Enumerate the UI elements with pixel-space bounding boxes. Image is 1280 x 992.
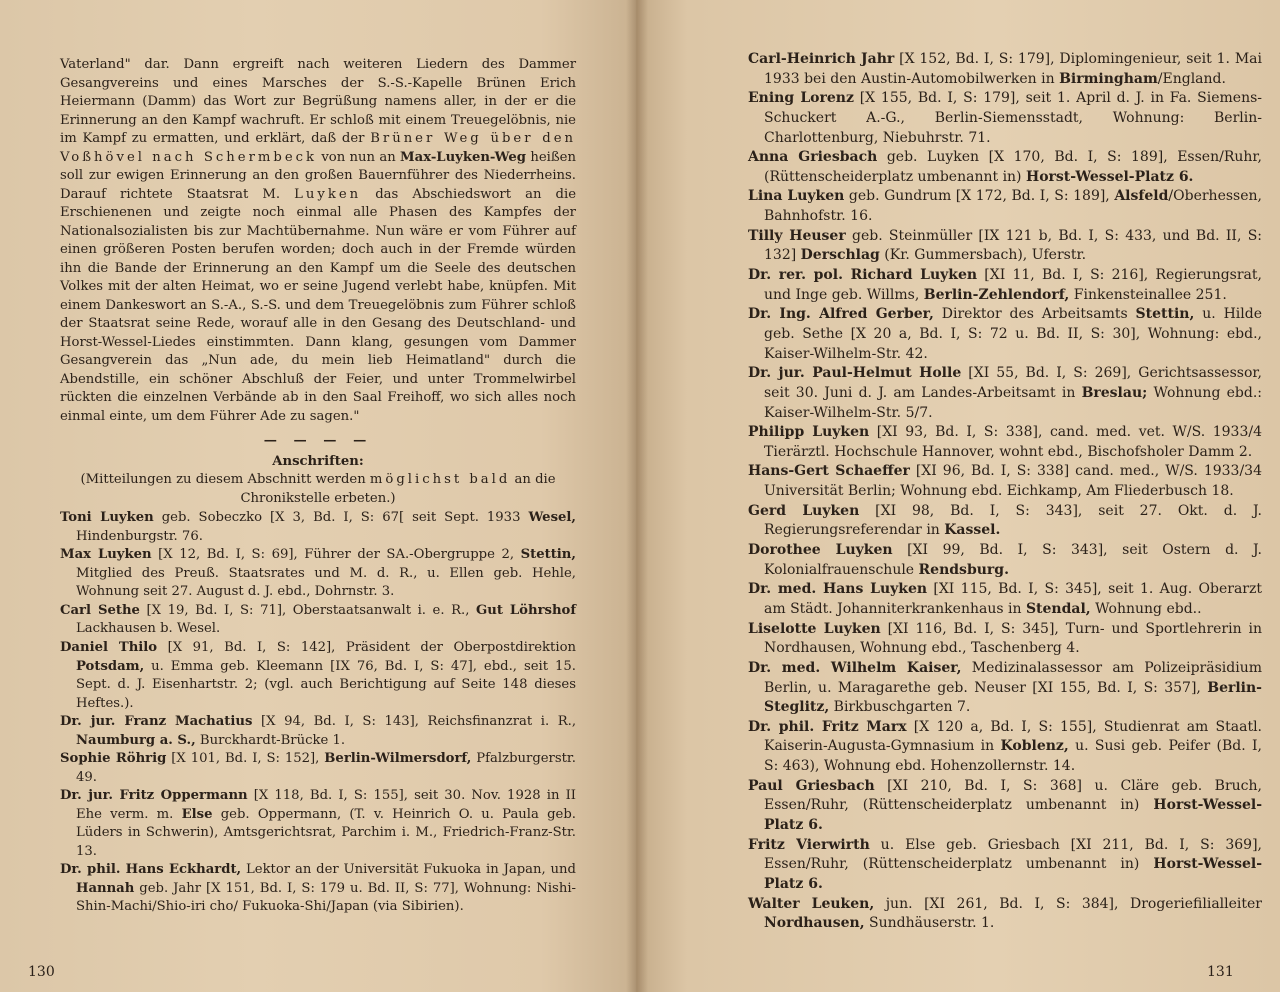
paragraph-part: das Abschiedswort an die Erschienenen und zeigte noch einmal alle Phasen des Kampfes der Nationalsozialisten bis zur Machtübernahme. Nun wäre er vom Führer auf einen größeren Posten berufen worden; doch auch in der Fremde würden ihn die Bande der Erinnerung an den Kampf um die Seele des deutschen Volkes mit der alten Heimat, wo er seine Jugend verlebt habe, knüpfen. Mit einem Dankeswort an S.-A., S.-S. und dem Treuegelöbnis zum Führer schloß der Staatsrat seine Rede, worauf alle in den Gesang des Deutschland- und Horst-Wessel-Liedes einstimmten. Dann klang, gesungen vom Dammer Gesangverein das „Nun ade, du mein lieb Heimatland" durch die Abendstille, ein schöner Abschluß der Feier, und unter Trommelwirbel rückten die einzelnen Verbände ab in den Saal Freihoff, wo sich alles noch einmal einte, um dem Führer Ade zu sagen."	[60, 186, 576, 424]
entry-text: [XI 96, Bd. I, S: 338] cand. med., W/S. 1933/34 Universität Berlin; Wohnung ebd. Eichkamp, Am Fliederbusch 18.	[764, 463, 1262, 500]
book-gutter	[626, 0, 648, 992]
address-entry	[748, 502, 1262, 541]
address-entry	[748, 148, 1262, 187]
address-entry	[748, 266, 1262, 305]
entry-text-2: (Kr. Gummersbach), Uferstr.	[879, 247, 1087, 264]
section-separator: — — — —	[263, 433, 373, 449]
entry-text: [XI 115, Bd. I, S: 345], seit 1. Aug. Oberarzt am Städt. Johanniterkrankenhaus in	[764, 581, 1262, 617]
address-entry	[748, 836, 1262, 895]
address-entry	[748, 364, 1262, 423]
entry-place: Birmingham	[1059, 70, 1158, 87]
entry-name: Dr. jur. Fritz Oppermann	[60, 788, 248, 804]
entry-name: Tilly Heuser	[748, 227, 846, 244]
paragraph-spaced: Brüner Weg über den Voßhövel nach Schermbeck	[60, 131, 576, 165]
entry-name: Dorothee Luyken	[748, 542, 893, 559]
entry-place: Stettin,	[1135, 306, 1195, 323]
entry-text-2: Burckhardt-Brücke 1.	[195, 732, 346, 748]
section-note: (Mitteilungen zu diesem Abschnitt werden möglichst bald an die Chronikstelle erbeten.)	[80, 472, 556, 506]
entry-text-2: Lackhausen b. Wesel.	[76, 621, 221, 637]
address-entry	[748, 541, 1262, 580]
entry-text-2: Hindenburgstr. 76.	[76, 528, 203, 544]
entry-text: [X 152, Bd. I, S: 179], Diplomingenieur, seit 1. Mai 1933 bei den Austin-Automobilwerken in	[764, 51, 1262, 87]
paragraph-bold: Max-Luyken-Weg	[400, 149, 527, 165]
entry-name: Dr. med. Wilhelm Kaiser,	[748, 659, 962, 676]
address-entry	[60, 639, 576, 713]
entry-text: u. Else geb. Griesbach [XI 211, Bd. I, S: 369], Essen/Ruhr, (Rüttenscheiderplatz umbenannt in)	[764, 836, 1262, 873]
entry-place: Derschlag	[800, 247, 880, 264]
address-entry	[748, 50, 1262, 89]
entry-place: Kassel.	[944, 522, 1001, 539]
entry-place: Berlin-Steglitz,	[764, 679, 1262, 716]
page-number-left: 130	[28, 964, 55, 980]
entry-name: Toni Luyken	[60, 510, 154, 526]
closing-paragraph	[60, 56, 576, 426]
left-page-text	[60, 56, 576, 917]
entry-place: Breslau;	[1081, 384, 1148, 401]
entry-text-2: Mitglied des Preuß. Staatsrates und M. d. R., u. Ellen geb. Hehle, Wohnung seit 27. August d. J. ebd., Dohrnstr. 3.	[76, 565, 576, 600]
entry-text: geb. Sobeczko [X 3, Bd. I, S: 67[ seit Sept. 1933	[153, 510, 529, 526]
entry-text-2: geb. Oppermann, (T. v. Heinrich O. u. Paula geb. Lüders in Schwerin), Amtsgerichtsrat, Parchim i. M., Friedrich-Franz-Str. 13.	[76, 806, 576, 859]
address-entry	[60, 509, 576, 546]
address-entry	[748, 895, 1262, 934]
entry-place: Rendsburg.	[918, 561, 1009, 578]
address-list-right	[748, 50, 1262, 934]
entry-name: Carl Sethe	[60, 602, 140, 618]
address-entry	[60, 602, 576, 639]
entry-text-2: u. Emma geb. Kleemann [IX 76, Bd. I, S: 47], ebd., seit 15. Sept. d. J. Eisenhartstr. 2; (vgl. auch Berichtigung auf Seite 148 dieses Heftes.).	[76, 658, 576, 711]
entry-place: Potsdam,	[76, 658, 145, 674]
entry-name: Lina Luyken	[748, 188, 845, 205]
entry-place: Else	[181, 806, 213, 822]
entry-name: Paul Griesbach	[748, 777, 875, 794]
address-entry	[748, 187, 1262, 226]
entry-text-2: u. Susi geb. Peifer (Bd. I, S: 463), Wohnung ebd. Hohenzollernstr. 14.	[764, 738, 1262, 775]
entry-name: Liselotte Luyken	[748, 620, 881, 637]
entry-place: Stendal,	[1025, 600, 1091, 617]
address-entry	[60, 861, 576, 917]
entry-place: Berlin-Wilmersdorf,	[324, 751, 472, 767]
entry-name: Dr. Ing. Alfred Gerber,	[748, 306, 934, 323]
entry-text: [XI 210, Bd. I, S: 368] u. Cläre geb. Bruch, Essen/Ruhr, (Rüttenscheiderplatz umbenannt in)	[764, 777, 1262, 814]
entry-text: [X 94, Bd. I, S: 143], Reichsfinanzrat i. R.,	[252, 714, 577, 730]
entry-name: Sophie Röhrig	[60, 751, 167, 767]
entry-place: Gut Löhrshof	[476, 602, 576, 618]
entry-text-2: Wohnung ebd.: Kaiser-Wilhelm-Str. 5/7.	[764, 384, 1262, 421]
entry-text-2: Wohnung ebd..	[1090, 600, 1202, 617]
entry-name: Carl-Heinrich Jahr	[748, 51, 895, 67]
entry-text: [X 91, Bd. I, S: 142], Präsident der Oberpostdirektion	[157, 639, 576, 655]
entry-place: Berlin-Zehlendorf,	[923, 286, 1070, 303]
entry-name: Walter Leuken,	[748, 895, 875, 912]
entry-text: [X 118, Bd. I, S: 155], seit 30. Nov. 1928 in II Ehe verm. m.	[76, 788, 576, 822]
entry-place: Koblenz,	[1000, 738, 1069, 755]
paragraph-part: Vaterland" dar. Dann ergreift nach weiteren Liedern des Dammer Gesangvereins und eines Marsches der S.-S.-Kapelle Brünen Erich Heiermann (Damm) das Wort zur Begrüßung namens aller, in der er die Erinnerung an den Kampf wachruft. Er schloß mit einem Treuegelöbnis, nie im Kampf zu ermatten, und erklärt, daß der	[60, 57, 576, 147]
entry-place: Alsfeld	[1114, 188, 1169, 205]
entry-text: Direktor des Arbeitsamts	[933, 306, 1136, 323]
entry-text: [XI 55, Bd. I, S: 269], Gerichtsassessor, seit 30. Juni d. J. am Landes-Arbeitsamt in	[764, 365, 1262, 401]
entry-text: [X 19, Bd. I, S: 71], Oberstaatsanwalt i. e. R.,	[139, 602, 476, 618]
entry-name: Anna Griesbach	[748, 149, 878, 166]
entry-name: Fritz Vierwirth	[748, 836, 870, 853]
entry-text: [X 12, Bd. I, S: 69], Führer der SA.-Obergruppe 2,	[151, 547, 521, 563]
entry-place: Stettin,	[520, 547, 576, 563]
entry-text-2: Sundhäuserstr. 1.	[864, 915, 995, 932]
address-entry	[60, 713, 576, 750]
entry-name: Dr. phil. Hans Eckhardt,	[60, 862, 242, 878]
entry-place: Naumburg a. S.,	[76, 732, 196, 748]
entry-text-2: /England.	[1157, 70, 1226, 87]
address-entry	[748, 580, 1262, 619]
entry-name: Philipp Luyken	[748, 424, 870, 441]
entry-text-2: Pfalzburgerstr. 49.	[76, 751, 576, 785]
paragraph-spaced: Luyken	[294, 186, 362, 202]
entry-text: Lektor an der Universität Fukuoka in Japan, und	[241, 862, 576, 878]
entry-place: Nordhausen,	[764, 915, 865, 932]
address-entry	[748, 659, 1262, 718]
address-entry	[748, 89, 1262, 148]
address-entry	[748, 423, 1262, 462]
address-entry	[748, 620, 1262, 659]
entry-name: Daniel Thilo	[60, 639, 158, 655]
entry-text: [XI 99, Bd. I, S: 343], seit Ostern d. J. Kolonialfrauenschule	[764, 542, 1262, 578]
address-entry	[748, 777, 1262, 836]
entry-text: [X 155, Bd. I, S: 179], seit 1. April d. J. in Fa. Siemens-Schuckert A.-G., Berlin-Siemensstadt, Wohnung: Berlin-Charlottenburg, Niebuhrstr. 71.	[764, 90, 1262, 146]
address-entry	[60, 787, 576, 861]
entry-name: Dr. phil. Fritz Marx	[748, 718, 907, 735]
entry-text: [X 120 a, Bd. I, S: 155], Studienrat am Staatl. Kaiserin-Augusta-Gymnasium in	[764, 718, 1262, 755]
left-page	[0, 0, 636, 992]
entry-name: Dr. jur. Franz Machatius	[60, 714, 253, 730]
address-entry	[748, 718, 1262, 777]
entry-name: Max Luyken	[60, 547, 152, 563]
entry-name: Dr. rer. pol. Richard Luyken	[748, 267, 978, 284]
entry-text: [XI 93, Bd. I, S: 338], cand. med. vet. W/S. 1933/4 Tierärztl. Hochschule Hannover, wohnt ebd., Bischofsholer Damm 2.	[764, 424, 1262, 460]
entry-text-2: Finkensteinallee 251.	[1069, 286, 1227, 303]
entry-place: Horst-Wessel-Platz 6.	[764, 797, 1262, 833]
entry-text: geb. Gundrum [X 172, Bd. I, S: 189],	[844, 188, 1115, 205]
entry-name: Gerd Luyken	[748, 502, 860, 519]
entry-name: Dr. jur. Paul-Helmut Holle	[748, 365, 962, 382]
entry-text: jun. [XI 261, Bd. I, S: 384], Drogeriefilialleiter	[874, 895, 1262, 912]
entry-text-2: u. Hilde geb. Sethe [X 20 a, Bd. I, S: 72 u. Bd. II, S: 30], Wohnung: ebd., Kaiser-Wilhelm-Str. 42.	[764, 306, 1262, 362]
entry-place: Wesel,	[528, 510, 576, 526]
entry-text: geb. Steinmüller [IX 121 b, Bd. I, S: 433, und Bd. II, S: 132]	[764, 227, 1262, 264]
entry-name: Dr. med. Hans Luyken	[748, 581, 928, 598]
entry-name: Ening Lorenz	[748, 90, 854, 107]
entry-place: Hannah	[76, 880, 135, 896]
address-entry	[748, 462, 1262, 501]
address-entry	[748, 227, 1262, 266]
page-number-right: 131	[1207, 964, 1234, 980]
entry-text-2: geb. Jahr [X 151, Bd. I, S: 179 u. Bd. II, S: 77], Wohnung: Nishi-Shin-Machi/Shio-iri cho/ Fukuoka-Shi/Japan (via Sibirien).	[76, 880, 576, 915]
entry-place: Horst-Wessel-Platz 6.	[764, 856, 1262, 892]
entry-text: [XI 116, Bd. I, S: 345], Turn- und Sportlehrerin in Nordhausen, Wohnung ebd., Taschenberg 4.	[764, 620, 1263, 657]
paragraph-part: von nun an	[317, 149, 401, 165]
entry-text: geb. Luyken [X 170, Bd. I, S: 189], Essen/Ruhr, (Rüttenscheiderplatz umbenannt in)	[764, 149, 1262, 185]
address-entry	[748, 305, 1262, 364]
entry-place: Horst-Wessel-Platz 6.	[1025, 168, 1194, 185]
address-entry	[60, 546, 576, 602]
entry-text-2: /Oberhessen, Bahnhofstr. 16.	[764, 188, 1262, 225]
paragraph-part: heißen soll zur ewigen Erinnerung an den großen Bauernführer des Niederrheins. Darauf richtete Staatsrat M.	[60, 149, 576, 202]
entry-text: Medizinalassessor am Polizeipräsidium Berlin, u. Maragarethe geb. Neuser [XI 155, Bd. I, S: 357],	[764, 659, 1262, 696]
address-entry	[60, 750, 576, 787]
entry-text-2: Birkbuschgarten 7.	[829, 699, 971, 716]
entry-text: [XI 98, Bd. I, S: 343], seit 27. Okt. d. J. Regierungsreferendar in	[764, 502, 1262, 539]
section-heading: Anschriften:	[272, 453, 364, 469]
entry-text: [XI 11, Bd. I, S: 216], Regierungsrat, und Inge geb. Willms,	[764, 267, 1262, 303]
address-list-left	[60, 509, 576, 916]
entry-text: [X 101, Bd. I, S: 152],	[166, 751, 325, 767]
entry-name: Hans-Gert Schaeffer	[748, 463, 910, 480]
